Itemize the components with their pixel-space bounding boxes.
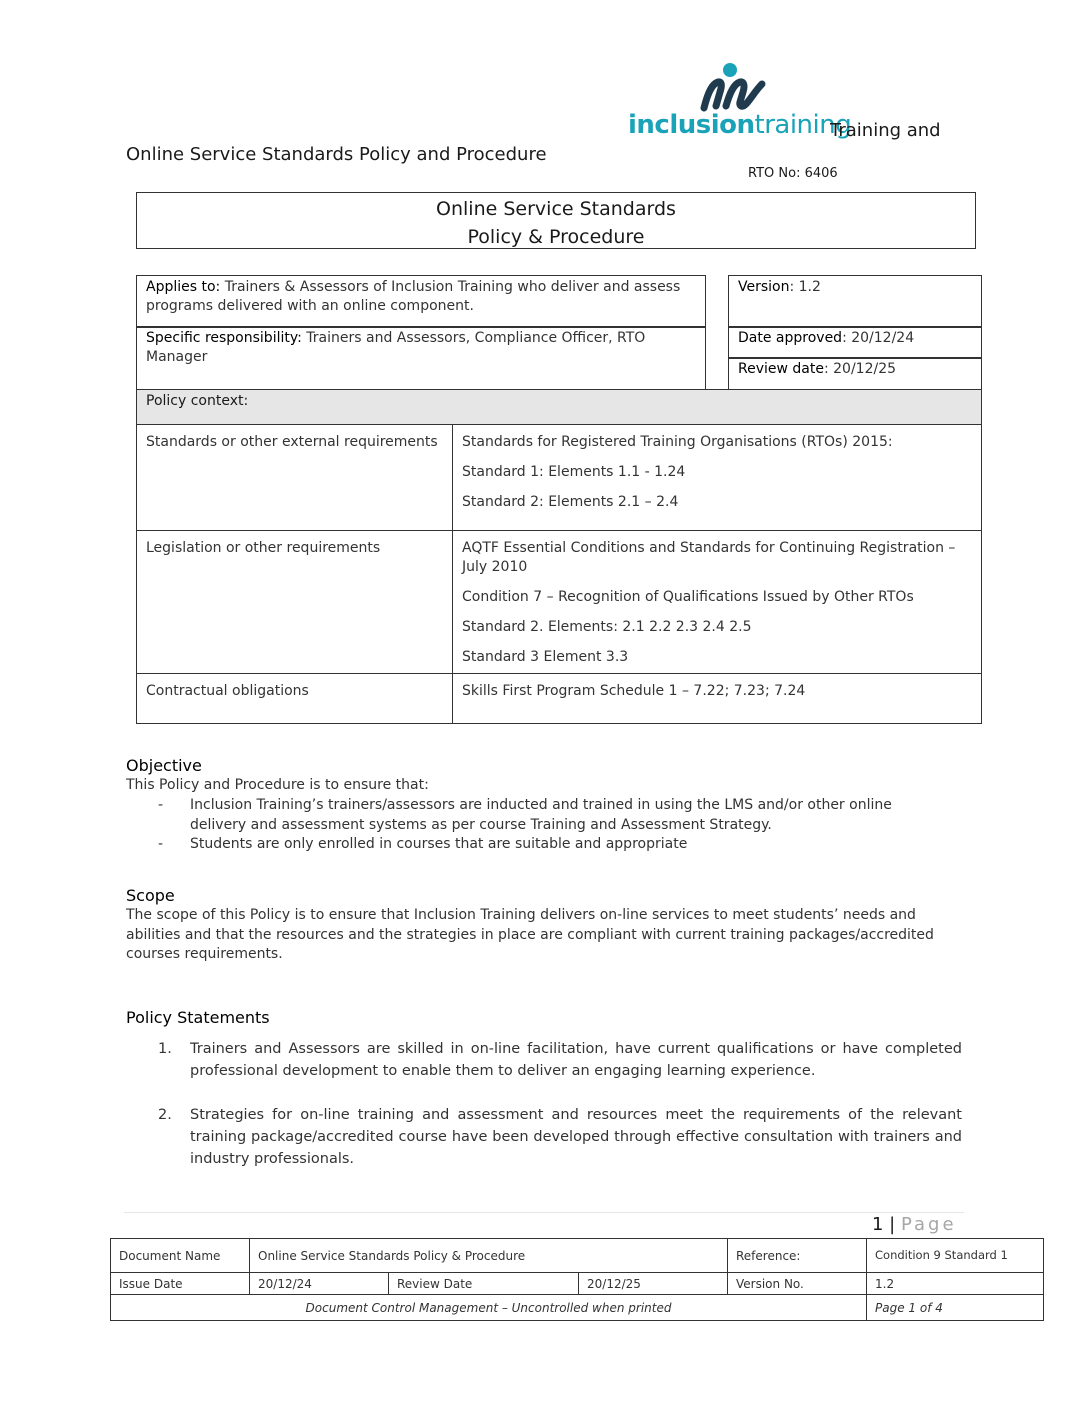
table-row [137,674,982,724]
policy-statements-list [158,1038,962,1192]
reference-label: Reference: [728,1239,867,1273]
doc-name-value: Online Service Standards Policy & Procedure [250,1239,728,1273]
context-line: Standard 2. Elements: 2.1 2.2 2.3 2.4 2.5 [462,619,752,635]
context-line: Standard 3 Element 3.3 [462,649,629,665]
version-label: Version [738,279,790,295]
reference-value: Condition 9 Standard 1 [867,1239,1044,1273]
context-line: Standards for Registered Training Organisations (RTOs) 2015: [462,434,893,450]
applies-to-label: Applies to: [146,279,221,295]
policy-title-box [136,192,976,249]
table-row [111,1295,1044,1321]
objective-intro: This Policy and Procedure is to ensure that: [126,777,429,793]
item-text: Strategies for on-line training and assessment and resources meet the requirements of the relevant training package/accredited course have been developed through effective consultation with trainers and industry professionals. [190,1107,962,1167]
page-of-total: Page 1 of 4 [867,1295,1044,1321]
review-date-cell [728,357,982,390]
list-item: - Students are only enrolled in courses that are suitable and appropriate [158,835,948,855]
policy-context-header: Policy context: [136,389,982,425]
context-line: Skills First Program Schedule 1 – 7.22; 7.23; 7.24 [462,683,806,699]
logo [628,62,958,142]
page-sep: | [883,1214,901,1235]
version-value: : 1.2 [789,279,821,295]
page-num: 1 [872,1214,884,1235]
context-label: Contractual obligations [137,674,453,724]
document-title: Online Service Standards Policy and Procedure [126,144,547,165]
logo-wordmark: inclusiontraining [628,110,852,140]
item-number: 2. [158,1107,172,1123]
item-number: 1. [158,1041,172,1057]
date-approved-label: Date approved [738,330,843,346]
document-control-note: Document Control Management – Uncontrolled when printed [111,1295,867,1321]
context-line: Condition 7 – Recognition of Qualifications Issued by Other RTOs [462,589,914,605]
review-date-value: : 20/12/25 [823,361,897,377]
date-approved-cell [728,326,982,359]
review-date-label: Review Date [389,1273,579,1295]
date-approved-value: : 20/12/24 [842,330,915,346]
policy-title-line1: Online Service Standards [436,198,676,220]
context-label: Standards or other external requirements [137,425,453,531]
review-date-value: 20/12/25 [579,1273,728,1295]
context-label: Legislation or other requirements [137,531,453,674]
policy-context-table [136,424,982,724]
context-line: Standard 1: Elements 1.1 - 1.24 [462,464,686,480]
list-item [158,1038,962,1082]
context-line: Standard 2: Elements 2.1 – 2.4 [462,494,679,510]
table-row [137,531,982,674]
rto-number: RTO No: 6406 [748,166,838,181]
context-value [453,674,982,724]
applies-to-cell [136,275,706,328]
review-date-label: Review date [738,361,824,377]
item-text: Trainers and Assessors are skilled in on-line facilitation, have current qualifications or have completed professional development to enable them to deliver an engaging learning experience. [190,1041,962,1079]
list-item [158,1104,962,1170]
applies-to-value: Trainers & Assessors of Inclusion Training who deliver and assess programs delivered with an online component. [146,279,681,314]
context-line: AQTF Essential Conditions and Standards for Continuing Registration – July 2010 [462,540,956,575]
version-no-value: 1.2 [867,1273,1044,1295]
table-row [111,1273,1044,1295]
context-value [453,531,982,674]
scope-heading: Scope [126,886,175,905]
inclusion-logo-icon [698,62,768,112]
version-cell [728,275,982,328]
responsibility-cell [136,326,706,390]
objective-list [158,796,948,855]
version-no-label: Version No. [728,1273,867,1295]
issue-date-value: 20/12/24 [250,1273,389,1295]
list-item: - Inclusion Training’s trainers/assessors are inducted and trained in using the LMS and/or other online delivery and assessment systems as per course Training and Assessment Strategy. [158,796,948,835]
logo-suffix-text: Training and [830,120,941,141]
scope-text: The scope of this Policy is to ensure that Inclusion Training delivers on-line services to meet students’ needs and abilities and that the resources and the strategies in place are compliant with current training packages/accredited courses requirements. [126,907,934,962]
policy-title-line2: Policy & Procedure [467,226,645,248]
footer-divider [124,1212,964,1213]
responsibility-label: Specific responsibility: [146,330,302,346]
page-number [872,1214,957,1235]
table-row [111,1239,1044,1273]
table-row [137,425,982,531]
context-value [453,425,982,531]
policy-statements-heading: Policy Statements [126,1008,270,1027]
page-word: Page [900,1214,957,1235]
doc-name-label: Document Name [111,1239,250,1273]
document-control-table [110,1238,1044,1321]
objective-heading: Objective [126,756,202,775]
issue-date-label: Issue Date [111,1273,250,1295]
responsibility-value: Trainers and Assessors, Compliance Officer, RTO Manager [146,330,646,365]
